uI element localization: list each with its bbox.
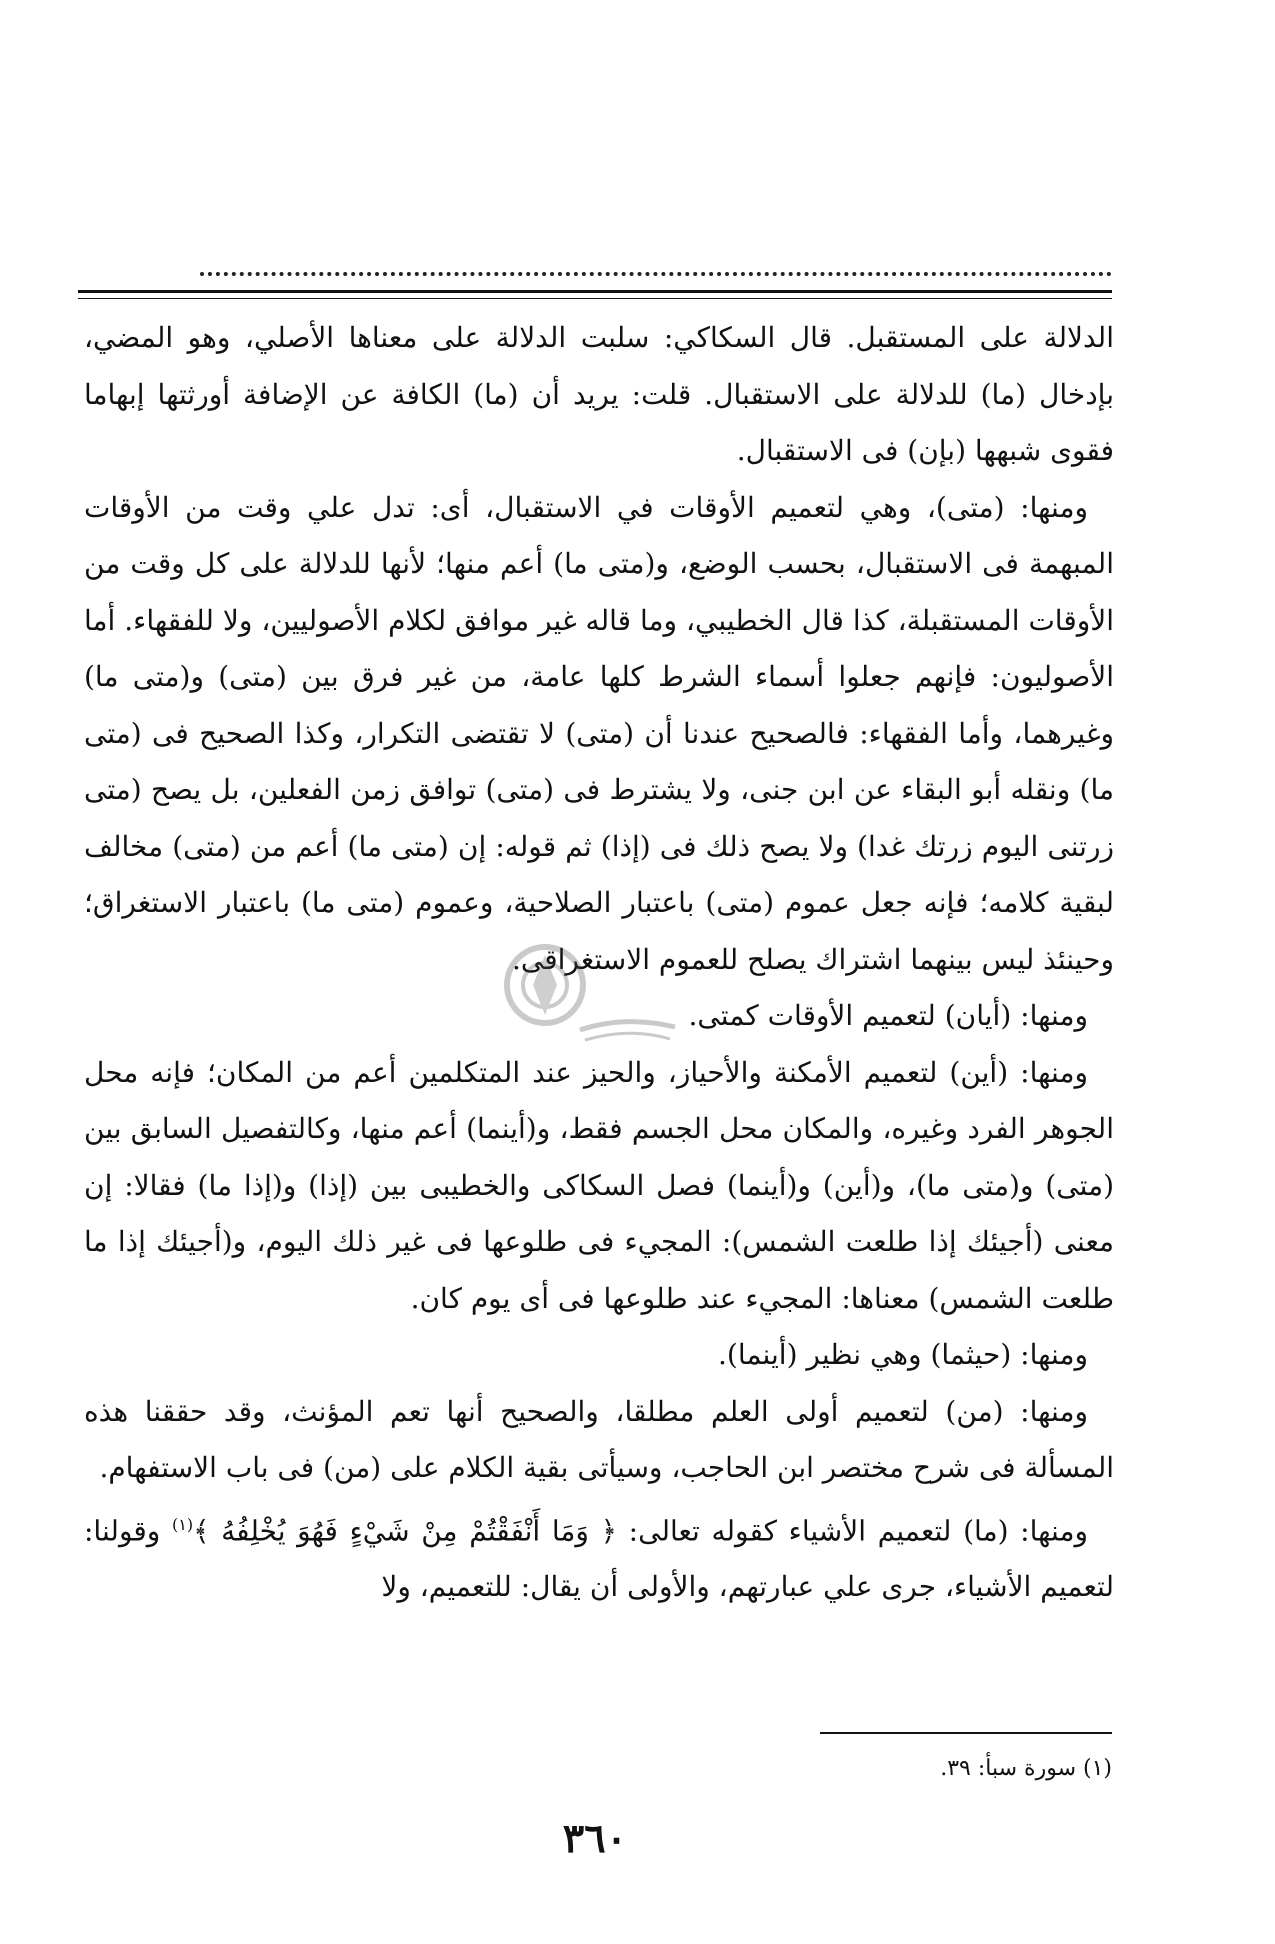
header-double-rule	[78, 290, 1112, 299]
library-stamp-icon	[485, 935, 685, 1055]
footnote-divider	[820, 1732, 1112, 1734]
paragraph: ومنها: (متى)، وهي لتعميم الأوقات في الاستقبال، أى: تدل علي وقت من الأوقات المبهمة فى الاستقبال، بحسب الوضع، و(متى ما) أعم منها؛ لأنها للدلالة على كل وقت من الأوقات المستقبلة، كذا قال الخطيبي، وما قاله غير موافق لكلام الأصوليين، ولا للفقهاء. أما الأصوليون: فإنهم جعلوا أسماء الشرط كلها عامة، من غير فرق بين (متى) و(متى ما) وغيرهما، وأما الفقهاء: فالصحيح عندنا أن (متى) لا تقتضى التكرار، وكذا الصحيح فى (متى ما) ونقله أبو البقاء عن ابن جنى، ولا يشترط فى (متى) توافق زمن الفعلين، بل يصح (متى زرتنى اليوم زرتك غدا) ولا يصح ذلك فى (إذا) ثم قوله: إن (متى ما) أعم من (متى) مخالف لبقية كلامه؛ فإنه جعل عموم (متى) باعتبار الصلاحية، وعموم (متى ما) باعتبار الاستغراق؛ وحينئذ ليس بينهما اشتراك يصلح للعموم الاستغراقى.	[84, 490, 1114, 976]
paragraph-with-quote	[84, 1497, 1114, 1616]
quote-intro-text: ومنها: (ما) لتعميم الأشياء كقوله تعالى:	[617, 1513, 1089, 1547]
paragraph: ومنها: (أين) لتعميم الأمكنة والأحياز، والحيز عند المتكلمين أعم من المكان؛ فإنه محل الجوهر الفرد وغيره، والمكان محل الجسم فقط، و(أينما) أعم منها، وكالتفصيل السابق بين (متى) و(متى ما)، و(أين) و(أينما) فصل السكاكى والخطيبى بين (إذا) و(إذا ما) فقالا: إن معنى (أجيئك إذا طلعت الشمس): المجيء فى طلوعها فى غير ذلك اليوم، و(أجيئك إذا ما طلعت الشمس) معناها: المجيء عند طلوعها فى أى يوم كان.	[84, 1055, 1114, 1315]
paragraph: ومنها: (أيان) لتعميم الأوقات كمتى.	[688, 999, 1088, 1032]
paragraph: ومنها: (من) لتعميم أولى العلم مطلقا، والصحيح أنها تعم المؤنث، وقد حققنا هذه المسألة فى شرح مختصر ابن الحاجب، وسيأتى بقية الكلام على (من) فى باب الاستفهام.	[84, 1394, 1114, 1484]
page-number: ٣٦٠	[562, 1815, 628, 1862]
dotted-divider	[200, 272, 1112, 276]
paragraph: الدلالة على المستقبل. قال السكاكي: سلبت الدلالة على معناها الأصلي، وهو المضي، بإدخال (ما) للدلالة على الاستقبال. قلت: يريد أن (ما) الكافة عن الإضافة أورثتها إبهاما فقوى شبهها (بإن) فى الاستقبال.	[84, 321, 1114, 467]
footnote: (١) سورة سبأ: ٣٩.	[940, 1756, 1112, 1781]
quran-quote: ﴿ وَمَا أَنْفَقْتُمْ مِنْ شَيْءٍ فَهُوَ يُخْلِفُهُ ﴾	[193, 1513, 617, 1547]
paragraph: ومنها: (حيثما) وهي نظير (أينما).	[718, 1338, 1088, 1371]
quote-continuation-text: وقولنا: لتعميم الأشياء، جرى علي عبارتهم، والأولى أن يقال: للتعميم، ولا	[84, 1513, 1114, 1604]
footnote-reference: (١)	[172, 1514, 194, 1534]
